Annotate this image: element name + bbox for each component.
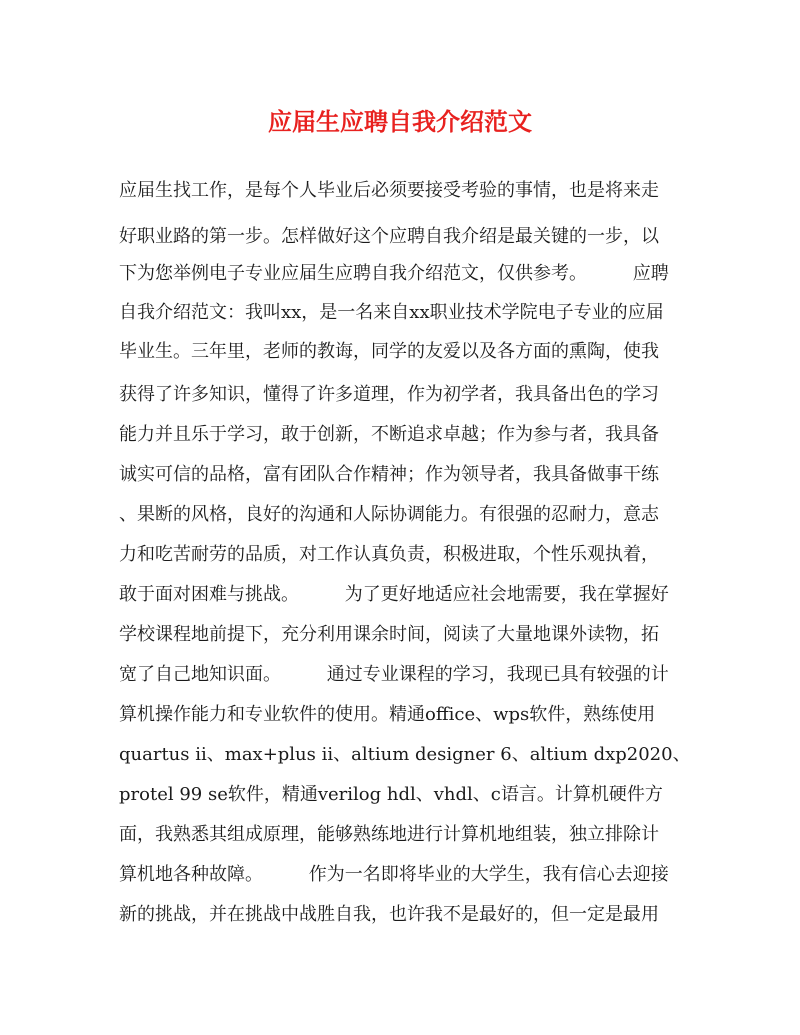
document-title: 应届生应聘自我介绍范文 [268,107,532,136]
paragraph-line: 毕业生。三年里，老师的教诲，同学的友爱以及各方面的熏陶，使我 [119,341,659,362]
paragraph-line: 能力并且乐于学习，敢于创新，不断追求卓越；作为参与者，我具备 [119,424,659,445]
paragraph-line: quartus ii、max+plus ii、altium designer 6、altium dxp2020、 [119,744,691,765]
paragraph-line: 新的挑战，并在挑战中战胜自我，也许我不是最好的，但一定是最用 [119,904,659,925]
paragraph-line: 力和吃苦耐劳的品质，对工作认真负责，积极进取，个性乐观执着， [119,544,659,565]
paragraph-line: 下为您举例电子专业应届生应聘自我介绍范文，仅供参考。 应聘 [119,263,669,284]
paragraph-line: protel 99 se软件，精通verilog hdl、vhdl、c语言。计算机硬件方 [119,784,663,805]
paragraph-line: 宽了自己地知识面。 通过专业课程的学习，我现已具有较强的计 [119,664,669,685]
paragraph-line: 应届生找工作，是每个人毕业后必须要接受考验的事情，也是将来走 [119,180,659,201]
paragraph-line: 算机地各种故障。 作为一名即将毕业的大学生，我有信心去迎接 [119,864,669,885]
paragraph-line: 算机操作能力和专业软件的使用。精通office、wps软件，熟练使用 [119,704,656,725]
paragraph-line: 自我介绍范文：我叫xx，是一名来自xx职业技术学院电子专业的应届 [119,302,664,323]
paragraph-line: 面，我熟悉其组成原理，能够熟练地进行计算机地组装，独立排除计 [119,824,659,845]
paragraph-line: 、果断的风格，良好的沟通和人际协调能力。有很强的忍耐力，意志 [119,504,659,525]
paragraph-line: 获得了许多知识，懂得了许多道理，作为初学者，我具备出色的学习 [119,384,659,405]
paragraph-line: 好职业路的第一步。怎样做好这个应聘自我介绍是最关键的一步，以 [119,226,659,247]
paragraph-line: 诚实可信的品格，富有团队合作精神；作为领导者，我具备做事干练 [119,464,659,485]
paragraph-line: 学校课程地前提下，充分利用课余时间，阅读了大量地课外读物，拓 [119,624,659,645]
paragraph-line: 敢于面对困难与挑战。 为了更好地适应社会地需要，我在掌握好 [119,584,669,605]
